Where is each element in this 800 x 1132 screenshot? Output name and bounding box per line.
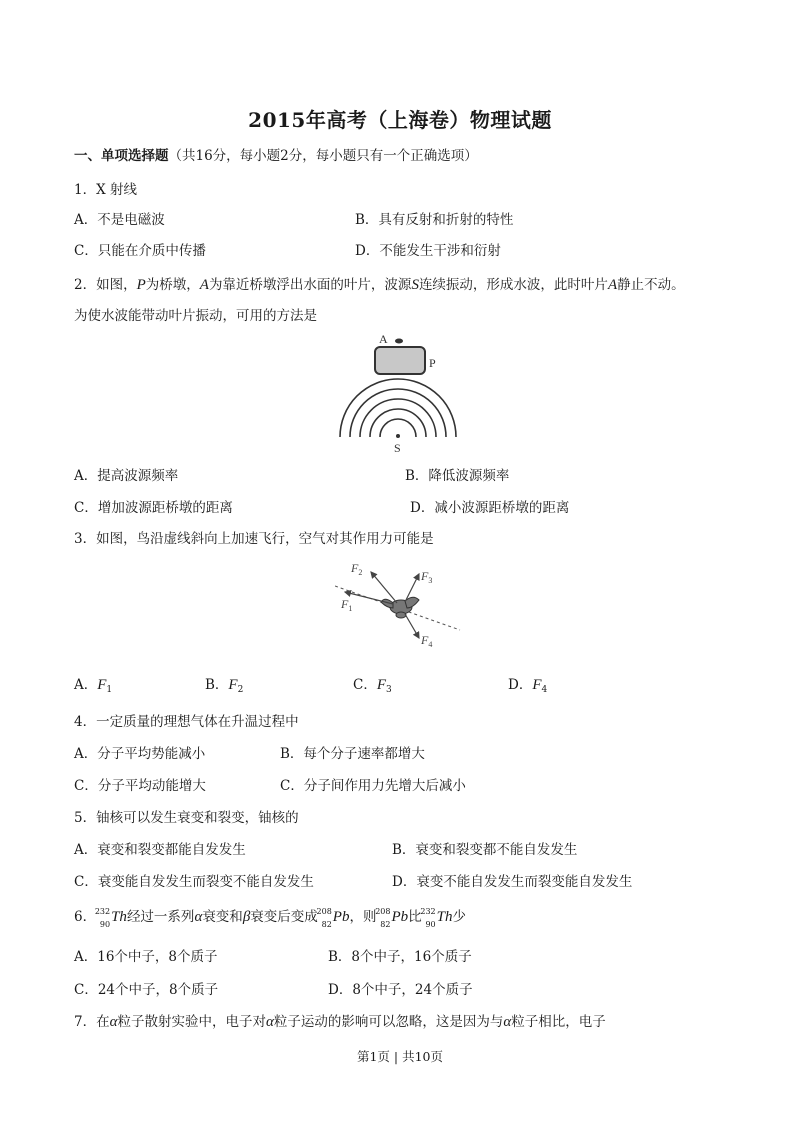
q2-option-a: A．提高波源频率 (74, 468, 179, 484)
th-symbol: Th (436, 909, 453, 925)
th-isotope: 232 90 (94, 906, 111, 929)
q2-wave-figure (330, 330, 470, 455)
q6-text: 衰变后变成 (250, 909, 318, 925)
label-p: P (429, 356, 436, 370)
q1-option-c: C．只能在介质中传播 (74, 243, 206, 259)
q6-text: 衰变和 (202, 909, 243, 925)
leaf-icon (395, 339, 403, 344)
wave-source-dot (396, 434, 400, 438)
force-symbol: F (532, 677, 542, 693)
option-label: A． (74, 677, 98, 693)
q3-bird-figure (335, 558, 465, 653)
q1-stem: 1．X 射线 (74, 182, 137, 198)
q5-option-b: B．衰变和裂变都不能自发发生 (392, 842, 578, 858)
q7-text: 粒子运动的影响可以忽略，这是因为与 (273, 1014, 504, 1030)
q5-option-d: D．衰变不能自发发生而裂变能自发发生 (392, 874, 633, 890)
q6-stem (74, 906, 466, 929)
section-heading (74, 147, 478, 165)
q5-option-c: C．衰变能自发发生而裂变不能自发发生 (74, 874, 314, 890)
q2-option-d: D．减小波源距桥墩的距离 (410, 500, 570, 516)
pb-symbol: Pb (391, 909, 409, 925)
q1-option-b: B．具有反射和折射的特性 (355, 212, 514, 228)
page-footer: 第1页 | 共10页 (356, 1049, 444, 1064)
alpha-symbol: α (265, 1014, 274, 1030)
label-s: S (394, 441, 401, 455)
q4-option-c: C．分子平均动能增大 (74, 778, 206, 794)
label-f3: $F_3$ (421, 569, 433, 585)
pb-symbol: Pb (332, 909, 350, 925)
th-isotope: 232 90 (420, 906, 436, 929)
q3-option-d (508, 676, 547, 699)
force-symbol: F (228, 677, 238, 693)
q6-text: 经过一系列 (126, 909, 195, 925)
bird-icon (381, 597, 419, 618)
q2-text: 静止不动。 (617, 277, 685, 293)
q6-option-a: A．16个中子，8个质子 (74, 949, 218, 965)
alpha-symbol: α (194, 909, 203, 925)
q2-text: 为桥墩， (145, 277, 200, 293)
q6-option-d: D．8个中子，24个质子 (328, 982, 473, 998)
q3-stem: 3．如图，鸟沿虚线斜向上加速飞行，空气对其作用力可能是 (74, 531, 434, 547)
q4-stem: 4．一定质量的理想气体在升温过程中 (74, 714, 299, 730)
force-symbol: F (97, 677, 107, 693)
force-subscript: 2 (237, 685, 244, 695)
force-subscript: 4 (541, 685, 548, 695)
q2-option-c: C．增加波源距桥墩的距离 (74, 500, 233, 516)
th-symbol: Th (111, 909, 127, 925)
q2-text: 为靠近桥墩浮出水面的叶片，波源 (208, 277, 412, 293)
q2-stem-line2: 为使水波能带动叶片振动，可用的方法是 (74, 308, 317, 324)
option-label: C． (353, 677, 377, 693)
q4-option-a: A．分子平均势能减小 (74, 746, 206, 762)
q2-var-p: P (136, 277, 146, 293)
label-f2: $F_2$ (351, 561, 363, 577)
q5-option-a: A．衰变和裂变都能自发发生 (74, 842, 246, 858)
q3-option-b (205, 676, 243, 699)
pb-isotope: 208 82 (375, 906, 391, 929)
q4-option-b: B．每个分子速率都增大 (280, 746, 425, 762)
q4-option-d: C．分子间作用力先增大后减小 (280, 778, 466, 794)
q7-text: 7．在 (74, 1014, 110, 1030)
alpha-symbol: α (109, 1014, 118, 1030)
q7-text: 粒子散射实验中，电子对 (117, 1014, 266, 1030)
page-title: 2015年高考（上海卷）物理试题 (248, 108, 552, 132)
option-label: D． (508, 677, 533, 693)
q6-text: 少 (452, 909, 466, 925)
force-subscript: 1 (106, 685, 113, 695)
q3-option-a (74, 676, 112, 699)
option-label: B． (205, 677, 229, 693)
section-title: 一、单项选择题 (74, 148, 169, 164)
q6-text: 比 (408, 909, 422, 925)
q3-option-c (353, 676, 392, 699)
q6-text: ，则 (349, 909, 377, 925)
q5-stem: 5．铀核可以发生衰变和裂变，铀核的 (74, 810, 299, 826)
q7-text: 粒子相比，电子 (511, 1014, 606, 1030)
q1-option-d: D．不能发生干涉和衍射 (355, 243, 501, 259)
force-subscript: 3 (386, 685, 392, 695)
pb-isotope: 208 82 (316, 906, 332, 929)
q6-option-b: B．8个中子，16个质子 (328, 949, 472, 965)
alpha-symbol: α (503, 1014, 512, 1030)
q2-text: 连续振动，形成水波，此时叶片 (418, 277, 608, 293)
q2-option-b: B．降低波源频率 (405, 468, 510, 484)
q2-text: 2．如图， (74, 277, 137, 293)
q6-number: 6． (74, 909, 97, 925)
pier-rect (375, 347, 425, 374)
label-f4: $F_4$ (421, 633, 433, 649)
section-note: （共16分，每小题2分，每小题只有一个正确选项） (168, 148, 478, 164)
q2-var-s: S (411, 277, 419, 293)
wave-arcs (340, 379, 456, 437)
label-f1: $F_1$ (341, 597, 353, 613)
force-symbol: F (376, 677, 387, 693)
q2-var-a: A (199, 277, 209, 293)
q6-option-c: C．24个中子，8个质子 (74, 982, 219, 998)
q2-var-a2: A (607, 277, 618, 293)
q7-stem (74, 1013, 606, 1031)
q1-option-a: A．不是电磁波 (74, 212, 165, 228)
beta-symbol: β (242, 909, 251, 925)
q2-stem-line1 (74, 276, 685, 294)
label-a: A (379, 332, 388, 346)
